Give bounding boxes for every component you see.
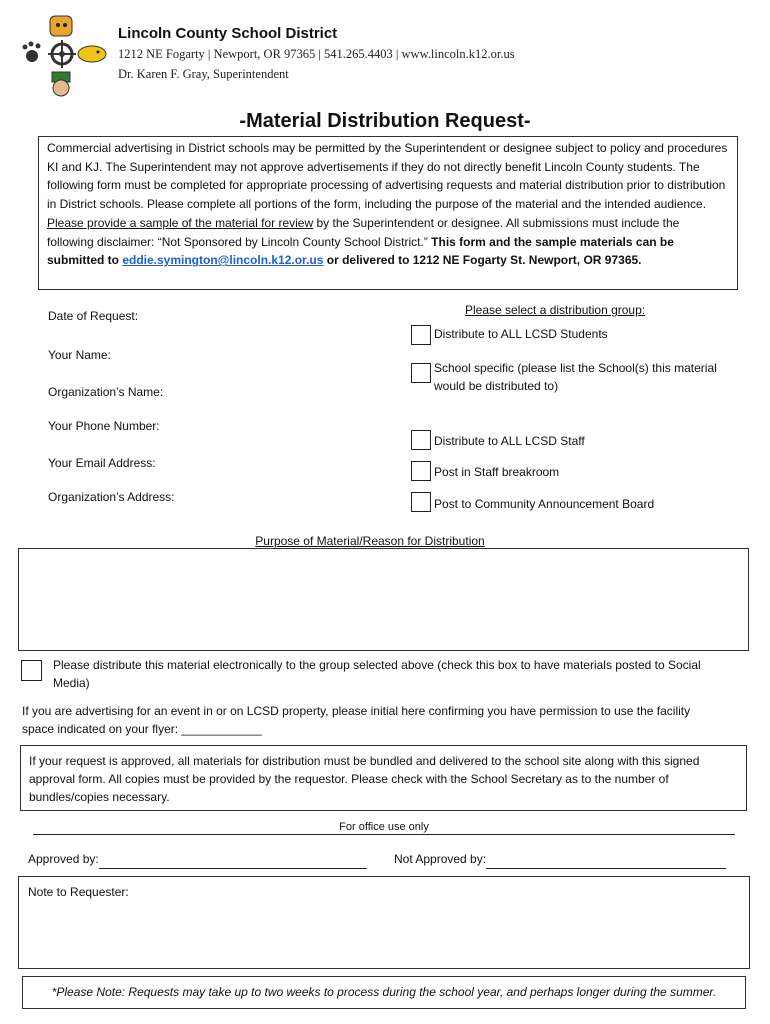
cougar-mascot-icon bbox=[78, 46, 106, 62]
intro-paragraph: Commercial advertising in District schools may be permitted by the Superintendent or designee subject to policy and procedures KI and KJ. The Superintendent may not approve advertisements if they do not directly benefit Lincoln County students. The following form must be completed for appropriate processing of advertising requests and material distribution prior to distribution in District schools. Please complete all portions of the form, including the purpose of the material and the intended audience. Please provide a sample of the material for review by the Superintendent or designee. All submissions must include the following disclaimer: “Not Sponsored by Lincoln County School District.” This form and the sample materials can be submitted to eddie.symington@lincoln.k12.or.us or delivered to 1212 NE Fogarty St. Newport, OR 97365. bbox=[38, 136, 738, 290]
name-label: Your Name: bbox=[48, 348, 111, 362]
checkbox-all-staff[interactable] bbox=[411, 430, 431, 450]
checkbox-all-students[interactable] bbox=[411, 325, 431, 345]
office-use-label: For office use only bbox=[33, 820, 735, 835]
pirate-mascot-icon bbox=[52, 72, 70, 96]
district-name: Lincoln County School District bbox=[118, 25, 338, 42]
option-school-specific: School specific (please list the School(s) this material would be distributed to) bbox=[434, 361, 717, 393]
not-approved-by: Not Approved by: bbox=[394, 850, 726, 869]
org-address-label: Organization’s Address: bbox=[48, 490, 175, 504]
paw-print-icon bbox=[23, 42, 41, 63]
approved-by-line[interactable] bbox=[99, 850, 367, 869]
option-all-staff: Distribute to ALL LCSD Staff bbox=[434, 434, 585, 448]
note-to-requester-box[interactable] bbox=[18, 876, 750, 969]
checkbox-electronic[interactable] bbox=[21, 660, 42, 681]
not-approved-by-line[interactable] bbox=[486, 850, 726, 869]
superintendent: Dr. Karen F. Gray, Superintendent bbox=[118, 67, 289, 81]
option-staff-breakroom: Post in Staff breakroom bbox=[434, 465, 560, 479]
checkbox-community-board[interactable] bbox=[411, 492, 431, 512]
purpose-label: Purpose of Material/Reason for Distribution bbox=[255, 534, 485, 548]
purpose-textarea[interactable] bbox=[18, 548, 749, 651]
checkbox-staff-breakroom[interactable] bbox=[411, 461, 431, 481]
district-address: 1212 NE Fogarty | Newport, OR 97365 | 541.265.4403 | www.lincoln.k12.or.us bbox=[118, 47, 515, 61]
approval-note: If your request is approved, all materials for distribution must be bundled and delivered to the school site along with this signed approval form. All copies must be provided by the requestor. Please check with the School Secretary as to the number of bundles/copies necessary. bbox=[20, 745, 747, 811]
phone-label: Your Phone Number: bbox=[48, 419, 160, 433]
event-permission: If you are advertising for an event in or on LCSD property, please initial here confirming you have permission to use the facility space indicated on your flyer: ____________ bbox=[22, 704, 691, 736]
electronic-option: Please distribute this material electronically to the group selected above (check this box to have materials posted to Social Media) bbox=[53, 658, 701, 690]
email-label: Your Email Address: bbox=[48, 456, 156, 470]
form-title: -Material Distribution Request- bbox=[239, 110, 531, 132]
ship-wheel-icon bbox=[48, 40, 76, 68]
checkbox-school-specific[interactable] bbox=[411, 363, 431, 383]
footer-note: *Please Note: Requests may take up to two weeks to process during the school year, and perhaps longer during the summer. bbox=[22, 976, 746, 1009]
option-community-board: Post to Community Announcement Board bbox=[434, 497, 655, 511]
note-to-requester-label: Note to Requester: bbox=[28, 885, 129, 899]
approved-by: Approved by: bbox=[28, 850, 367, 869]
option-all-students: Distribute to ALL LCSD Students bbox=[434, 327, 608, 341]
tiger-mascot-icon bbox=[50, 16, 72, 36]
org-name-label: Organization’s Name: bbox=[48, 385, 164, 399]
email-link[interactable]: eddie.symington@lincoln.k12.or.us bbox=[122, 253, 324, 268]
date-label: Date of Request: bbox=[48, 309, 139, 323]
distribution-group-header: Please select a distribution group: bbox=[465, 303, 646, 317]
district-logos bbox=[20, 14, 110, 100]
